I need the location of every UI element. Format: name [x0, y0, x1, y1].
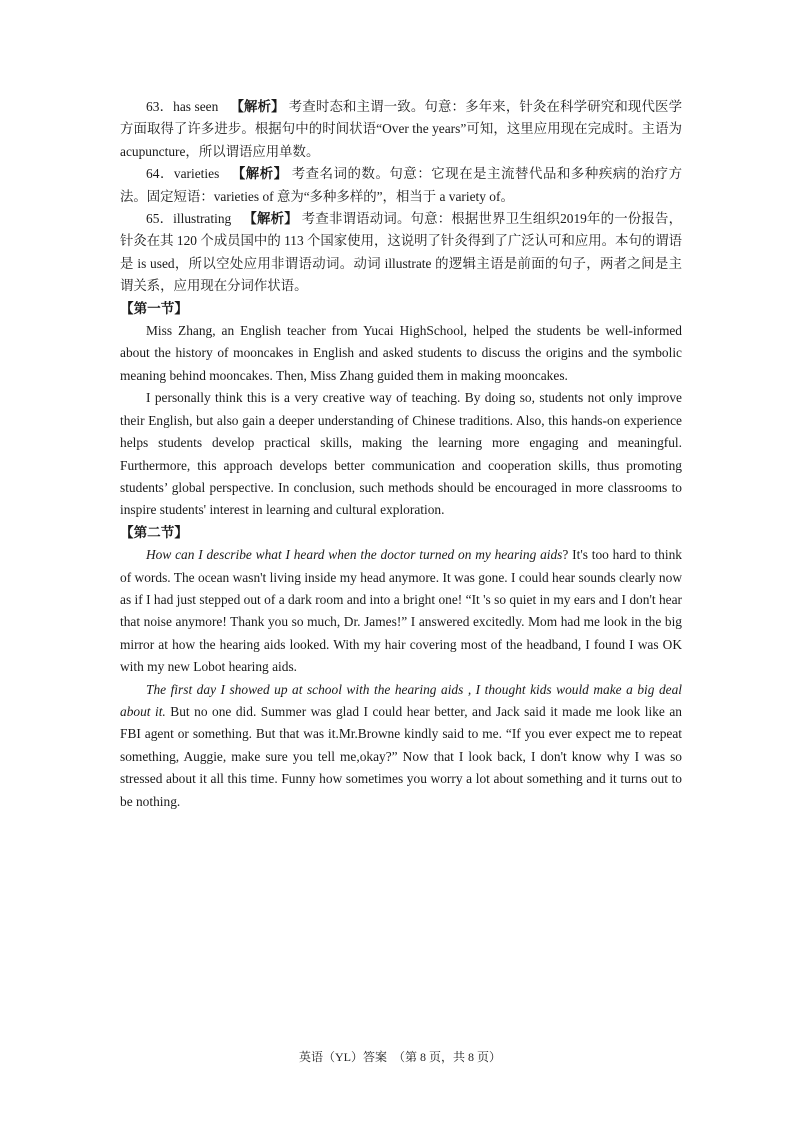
section2-paragraph-1 — [120, 544, 682, 678]
analysis-text: 考查非谓语动词。句意：根据世界卫生组织2019年的一份报告，针灸在其 120 个成员国中的 113 个国家使用，这说明了针灸得到了广泛认可和应用。本句的谓语是 is used，所以空处应用非谓语动词。动词 illustrate 的逻辑主语是前面的句子，两者之间是主谓关系，应用现在分词作状语。 — [120, 211, 683, 294]
analysis-tag: 【解析】 — [230, 99, 285, 114]
answer-content — [120, 96, 682, 813]
paragraph-text: ? It's too hard to think of words. The ocean wasn't living inside my head anymore. It was gone. I could hear sounds clearly now as if I had just stepped out of a dark room and into a bright one! “It 's so quiet in my ears and I don't hear that noise anymore! Thank you so much, Dr. James!” I answered excitedly. Mom had me look in the big mirror at how the hearing aids looked. With my hair covering most of the headband, I found I was OK with my new Lobot hearing aids. — [120, 547, 682, 675]
section1-paragraph: Miss Zhang, an English teacher from Yucai HighSchool, helped the students be well-informed about the history of mooncakes in English and asked students to discuss the origins and the symbolic meaning behind mooncakes. Then, Miss Zhang guided them in making mooncakes. — [120, 323, 682, 383]
analysis-text: 考查时态和主谓一致。句意：多年来，针灸在科学研究和现代医学方面取得了许多进步。根据句中的时间状语“Over the years”可知，这里应用现在完成时。主语为 acupuncture，所以谓语应用单数。 — [120, 99, 683, 159]
analysis-tag: 【解析】 — [243, 211, 298, 227]
answer-number: 64．varieties — [146, 166, 220, 182]
analysis-tag: 【解析】 — [231, 166, 288, 182]
answer-64 — [120, 163, 682, 208]
answer-number: 65．illustrating — [146, 211, 232, 227]
section-heading-1: 【第一节】 — [120, 300, 188, 316]
section1-paragraph: I personally think this is a very creative way of teaching. By doing so, students not only improve their English, but also gain a deeper understanding of Chinese traditions. Also, this hands-on experience helps students develop practical skills, making the learning more engaging and meaningful. Furthermore, this approach develops better communication and cooperation skills, thus promoting students’ global perspective. In conclusion, such methods should be encouraged in more classrooms to inspire students' interest in learning and cultural exploration. — [120, 390, 682, 518]
italic-lead: How can I describe what I heard when the doctor turned on my hearing aids — [146, 547, 563, 563]
section2-paragraph-2 — [120, 679, 682, 813]
paragraph-text: But no one did. Summer was glad I could hear better, and Jack said it made me look like an FBI agent or something. But that was it.Mr.Browne kindly said to me. “If you ever expect me to repeat something, Auggie, make sure you tell me,okay?” Now that I look back, I don't know why I was so stressed about it all this time. Funny how sometimes you worry a lot about something and it turns out to be nothing. — [120, 703, 683, 809]
section-heading-2: 【第二节】 — [120, 524, 188, 540]
page-footer: 英语（YL）答案 （第 8 页，共 8 页） — [299, 1050, 501, 1064]
answer-65 — [120, 208, 682, 298]
answer-number: 63．has seen — [146, 99, 219, 114]
italic-lead: The first day I showed up at school with the hearing aids , I thought kids would make a big deal about it. — [120, 681, 682, 719]
analysis-text: 考查名词的数。句意：它现在是主流替代品和多种疾病的治疗方法。固定短语：varieties of 意为“多种多样的”，相当于 a variety of。 — [120, 166, 683, 204]
answer-63 — [120, 96, 682, 163]
